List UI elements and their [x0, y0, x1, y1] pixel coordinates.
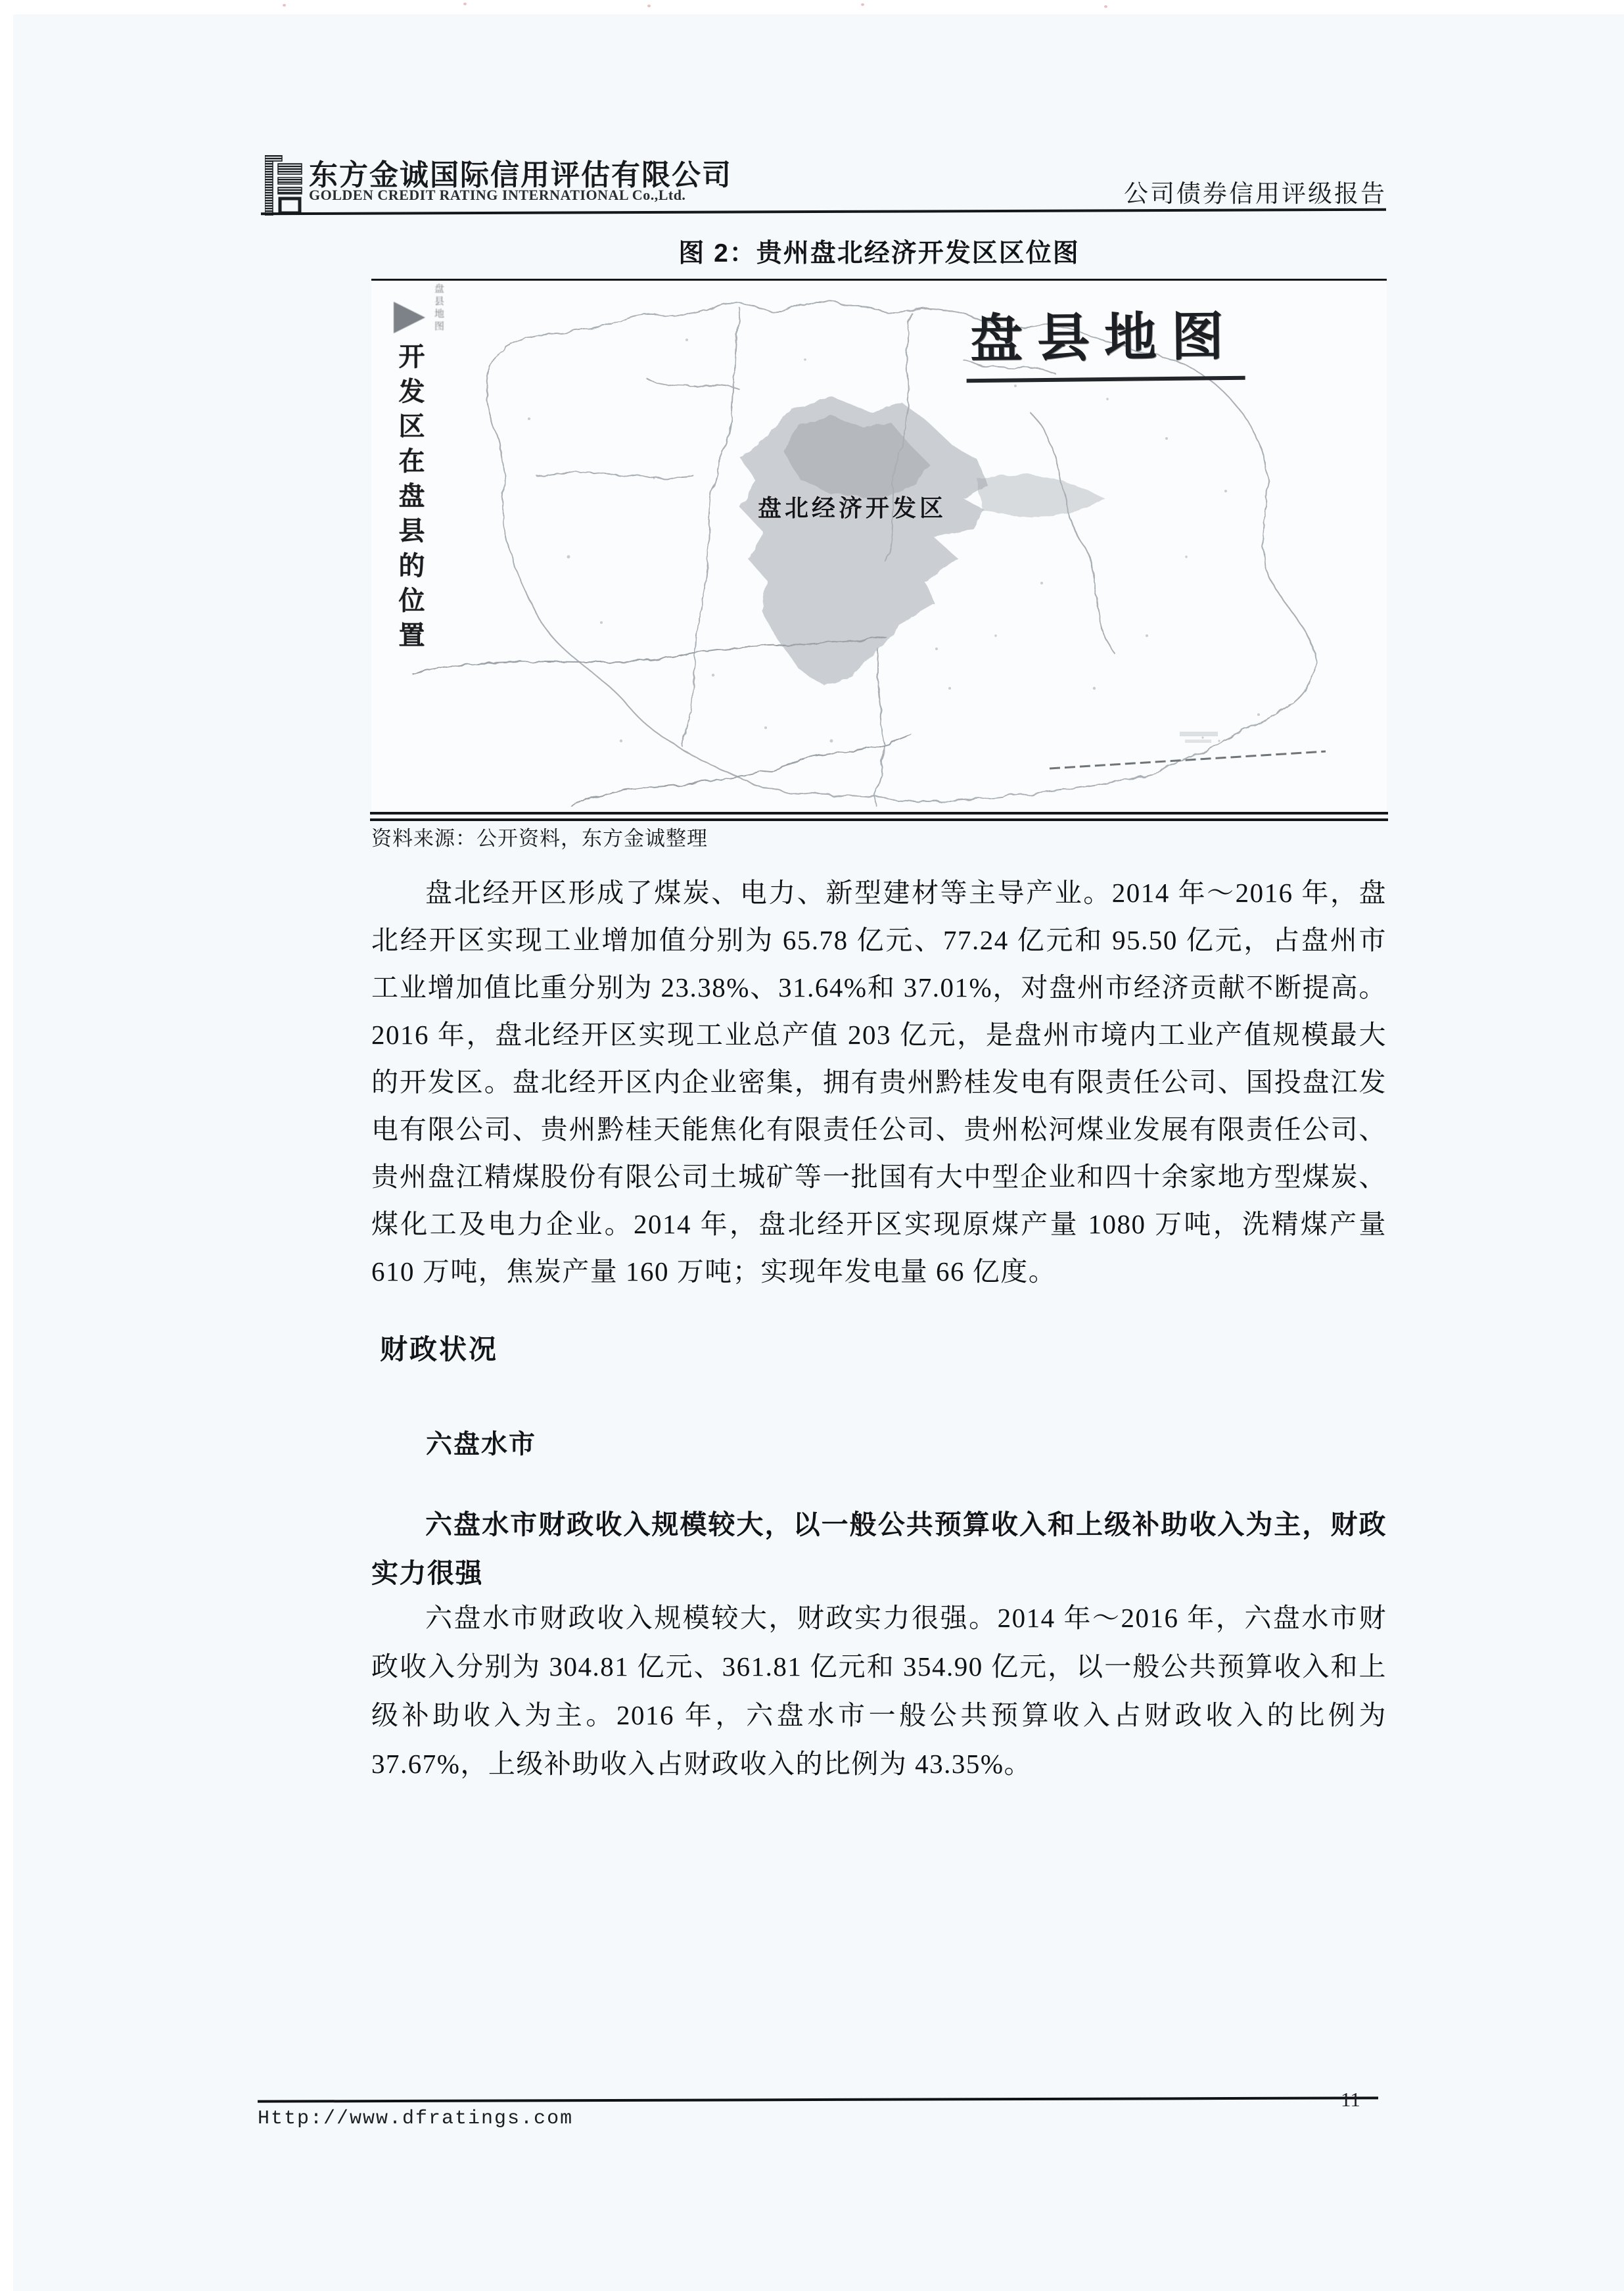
scan-speck	[861, 3, 864, 6]
paragraph-fiscal: 六盘水市财政收入规模较大，财政实力很强。2014 年～2016 年，六盘水市财政收入分别为 304.81 亿元、361.81 亿元和 354.90 亿元，以一般公共预算收入和上级补助收入为主。2016 年，六盘水市一般公共预算收入占财政收入的比例为 37.67%，上级补助收入占财政收入的比例为 43.35%。	[371, 1603, 1387, 1779]
page-number: 11	[1341, 2088, 1360, 2111]
scan-speck	[1104, 5, 1107, 8]
logo-seal-graphic	[265, 155, 303, 216]
development-zone-label: 盘北经济开发区	[758, 494, 947, 521]
paragraph-industry: 盘北经开区形成了煤炭、电力、新型建材等主导产业。2014 年～2016 年，盘北经开区实现工业增加值分别为 65.78 亿元、77.24 亿元和 95.50 亿元，占盘州市工业增加值比重分别为 23.38%、31.64%和 37.01%，对盘州市经济贡献不断提高。2016 年，盘北经开区实现工业总产值 203 亿元，是盘州市境内工业产值规模最大的开发区。盘北经开区内企业密集，拥有贵州黔桂发电有限责任公司、国投盘江发电有限公司、贵州黔桂天能焦化有限责任公司、贵州松河煤业发展有限责任公司、贵州盘江精煤股份有限公司土城矿等一批国有大中型企业和四十余家地方型煤炭、煤化工及电力企业。2014 年，盘北经开区实现原煤产量 1080 万吨，洗精煤产量 610 万吨，焦炭产量 160 万吨；实现年发电量 66 亿度。	[371, 878, 1387, 1287]
scan-speck	[463, 3, 467, 5]
footer-url: Http://www.dfratings.com	[258, 2108, 574, 2130]
map-side-label: 开发区在盘县的位置	[395, 342, 424, 656]
report-type-label: 公司债券信用评级报告	[1124, 181, 1387, 208]
map-corner-note: 盘县地图	[433, 283, 444, 333]
company-name-en: GOLDEN CREDIT RATING INTERNATIONAL Co.,Ltd.	[309, 187, 686, 203]
figure-bottom-rule	[370, 812, 1388, 821]
scan-speck	[283, 4, 286, 7]
company-logo-icon	[265, 155, 303, 216]
section-heading-fiscal: 财政状况	[380, 1334, 499, 1365]
map-title: 盘县地图	[965, 294, 1245, 383]
figure-source: 资料来源：公开资料，东方金诚整理	[371, 827, 708, 850]
scan-speck	[647, 5, 651, 7]
location-arrow-icon	[394, 302, 425, 333]
company-name-cn: 东方金诚国际信用评估有限公司	[309, 159, 732, 191]
sub-heading-liupanshui: 六盘水市	[426, 1430, 536, 1459]
fiscal-bold-statement: 六盘水市财政收入规模较大，以一般公共预算收入和上级补助收入为主，财政实力很强	[371, 1509, 1387, 1588]
figure-title: 图 2：贵州盘北经济开发区区位图	[678, 239, 1080, 268]
map-figure	[371, 279, 1387, 821]
